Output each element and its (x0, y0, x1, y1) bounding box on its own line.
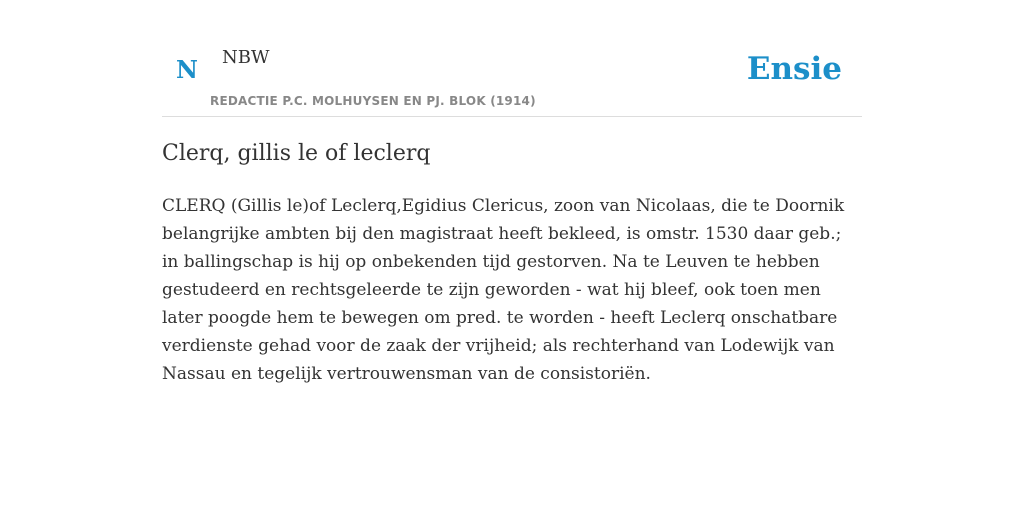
source-logo[interactable]: N (176, 55, 198, 84)
source-editor: REDACTIE P.C. MOLHUYSEN EN PJ. BLOK (1914) (210, 94, 536, 108)
source-header (162, 0, 862, 117)
ensie-brand-link[interactable]: Ensie (746, 51, 842, 87)
article-body: CLERQ (Gillis le)of Leclerq,Egidius Clericus, zoon van Nicolaas, die te Doornik belangrijke ambten bij den magistraat heeft bekleed, is omstr. 1530 daar geb.; in ballingschap is hij op onbekenden tijd gestorven. Na te Leuven te hebben gestudeerd en rechtsgeleerde te zijn geworden - wat hij bleef, ook toen men later poogde hem te bewegen om pred. te worden - heeft Leclerq onschatbare verdienste gehad voor de zaak der vrijheid; als rechterhand van Lodewijk van Nassau en tegelijk vertrouwensman van de consistoriën. (162, 196, 845, 384)
source-name[interactable]: NBW (222, 47, 270, 68)
article-title: Clerq, gillis le of leclerq (162, 141, 431, 166)
